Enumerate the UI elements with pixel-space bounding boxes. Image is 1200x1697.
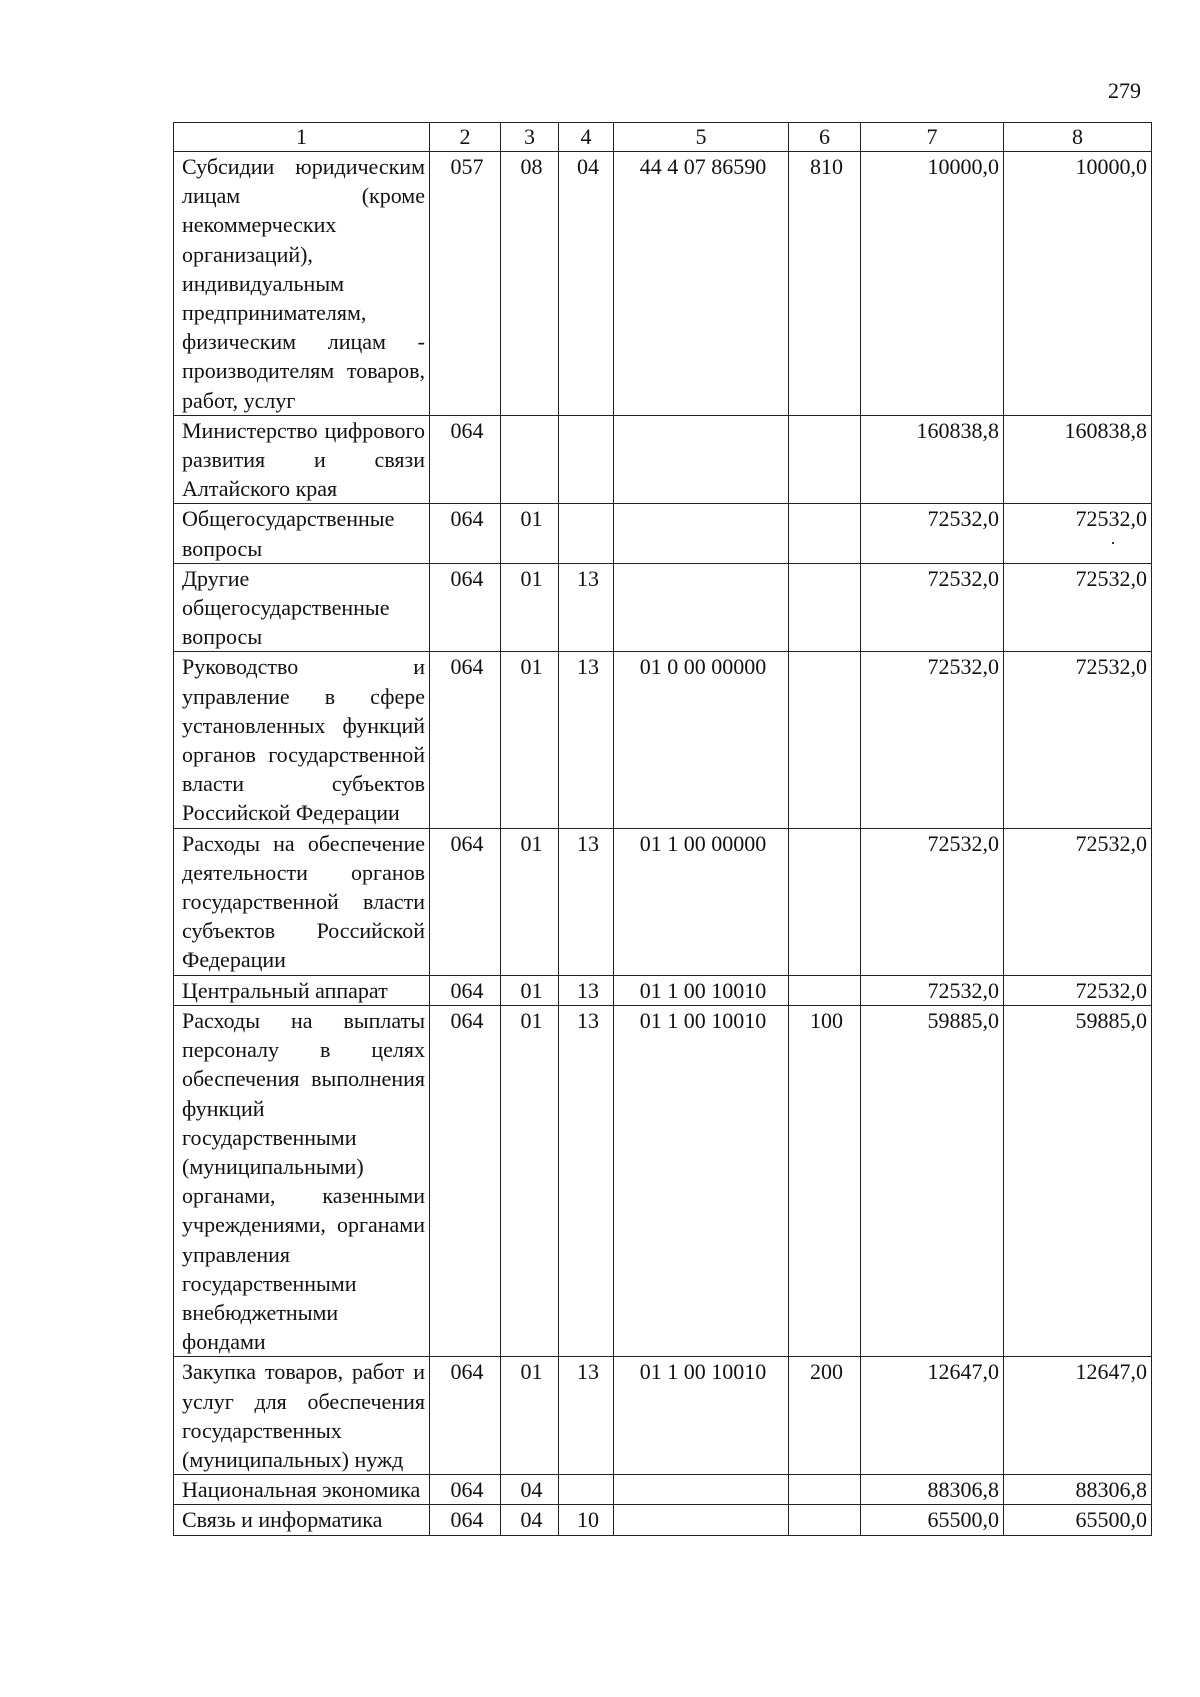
sum-year-2: 72532,0 xyxy=(1004,975,1152,1005)
sum-year-2: 12647,0 xyxy=(1004,1357,1152,1475)
target-article: 01 1 00 10010 xyxy=(614,975,789,1005)
subsection-code: 13 xyxy=(559,1357,614,1475)
expense-name: Министерство цифрового развития и связи Алтайского края xyxy=(174,415,430,504)
sum-year-1: 72532,0 xyxy=(861,504,1004,563)
expense-name: Другие общегосударственные вопросы xyxy=(174,563,430,652)
section-code: 01 xyxy=(501,1357,559,1475)
grbs-code: 064 xyxy=(430,1357,501,1475)
col-header: 5 xyxy=(614,123,789,152)
sum-year-1: 10000,0 xyxy=(861,152,1004,416)
sum-year-2: 72532,0 xyxy=(1004,504,1152,563)
expense-type xyxy=(789,563,861,652)
sum-year-1: 72532,0 xyxy=(861,975,1004,1005)
sum-year-1: 72532,0 xyxy=(861,652,1004,828)
sum-year-1: 88306,8 xyxy=(861,1475,1004,1505)
target-article: 01 1 00 10010 xyxy=(614,1357,789,1475)
expense-name: Руководство и управление в сфере установленных функций органов государственной власти субъектов Российской Федерации xyxy=(174,652,430,828)
section-code: 01 xyxy=(501,652,559,828)
expense-type xyxy=(789,1475,861,1505)
sum-year-2: 65500,0 xyxy=(1004,1505,1152,1535)
section-code xyxy=(501,415,559,504)
sum-year-1: 72532,0 xyxy=(861,563,1004,652)
section-code: 04 xyxy=(501,1475,559,1505)
expense-name: Расходы на выплаты персоналу в целях обеспечения выполнения функций государственными (муниципальными) органами, казенными учреждениями, органами управления государственными внебюджетными фондами xyxy=(174,1005,430,1356)
sum-year-2: 72532,0 xyxy=(1004,828,1152,975)
table-row xyxy=(174,652,1152,828)
col-header: 8 xyxy=(1004,123,1152,152)
target-article: 01 0 00 00000 xyxy=(614,652,789,828)
section-code: 01 xyxy=(501,1005,559,1356)
sum-year-2: 10000,0 xyxy=(1004,152,1152,416)
subsection-code: 13 xyxy=(559,652,614,828)
table-row xyxy=(174,504,1152,563)
target-article xyxy=(614,504,789,563)
sum-year-2: 72532,0 xyxy=(1004,563,1152,652)
grbs-code: 064 xyxy=(430,652,501,828)
subsection-code: 13 xyxy=(559,1005,614,1356)
table-row xyxy=(174,563,1152,652)
target-article xyxy=(614,1505,789,1535)
grbs-code: 064 xyxy=(430,828,501,975)
grbs-code: 064 xyxy=(430,563,501,652)
subsection-code: 10 xyxy=(559,1505,614,1535)
sum-year-2: 160838,8 xyxy=(1004,415,1152,504)
expense-name: Национальная экономика xyxy=(174,1475,430,1505)
subsection-code: 13 xyxy=(559,975,614,1005)
grbs-code: 064 xyxy=(430,1005,501,1356)
expense-type xyxy=(789,652,861,828)
expense-name: Закупка товаров, работ и услуг для обеспечения государственных (муниципальных) нужд xyxy=(174,1357,430,1475)
target-article xyxy=(614,415,789,504)
section-code: 04 xyxy=(501,1505,559,1535)
subsection-code: 13 xyxy=(559,563,614,652)
subsection-code xyxy=(559,1475,614,1505)
expense-type xyxy=(789,415,861,504)
grbs-code: 064 xyxy=(430,975,501,1005)
expense-name: Субсидии юридическим лицам (кроме некоммерческих организаций), индивидуальным предпринимателям, физическим лицам - производителям товаров, работ, услуг xyxy=(174,152,430,416)
section-code: 01 xyxy=(501,975,559,1005)
sum-year-1: 59885,0 xyxy=(861,1005,1004,1356)
section-code: 08 xyxy=(501,152,559,416)
sum-year-1: 65500,0 xyxy=(861,1505,1004,1535)
table-row xyxy=(174,1005,1152,1356)
subsection-code xyxy=(559,415,614,504)
section-code: 01 xyxy=(501,828,559,975)
col-header: 1 xyxy=(174,123,430,152)
grbs-code: 064 xyxy=(430,1475,501,1505)
expense-type: 200 xyxy=(789,1357,861,1475)
expense-name: Общегосударственные вопросы xyxy=(174,504,430,563)
subsection-code: 04 xyxy=(559,152,614,416)
target-article: 01 1 00 00000 xyxy=(614,828,789,975)
grbs-code: 057 xyxy=(430,152,501,416)
section-code: 01 xyxy=(501,563,559,652)
table-row xyxy=(174,1475,1152,1505)
subsection-code: 13 xyxy=(559,828,614,975)
subsection-code xyxy=(559,504,614,563)
sum-year-2: 72532,0 xyxy=(1004,652,1152,828)
target-article: 01 1 00 10010 xyxy=(614,1005,789,1356)
grbs-code: 064 xyxy=(430,1505,501,1535)
expense-type xyxy=(789,1505,861,1535)
col-header: 4 xyxy=(559,123,614,152)
target-article xyxy=(614,1475,789,1505)
expense-type: 100 xyxy=(789,1005,861,1356)
target-article: 44 4 07 86590 xyxy=(614,152,789,416)
col-header: 2 xyxy=(430,123,501,152)
expense-type xyxy=(789,504,861,563)
target-article xyxy=(614,563,789,652)
col-header: 6 xyxy=(789,123,861,152)
page-number: 279 xyxy=(1108,78,1141,103)
table-row xyxy=(174,152,1152,416)
table-row xyxy=(174,828,1152,975)
expense-type xyxy=(789,975,861,1005)
expense-name: Связь и информатика xyxy=(174,1505,430,1535)
expense-name: Расходы на обеспечение деятельности органов государственной власти субъектов Российской Федерации xyxy=(174,828,430,975)
header-row xyxy=(174,123,1152,152)
col-header: 7 xyxy=(861,123,1004,152)
grbs-code: 064 xyxy=(430,415,501,504)
scan-speck xyxy=(1112,542,1114,544)
sum-year-2: 88306,8 xyxy=(1004,1475,1152,1505)
expense-type: 810 xyxy=(789,152,861,416)
col-header: 3 xyxy=(501,123,559,152)
table-row xyxy=(174,1357,1152,1475)
table-row xyxy=(174,1505,1152,1535)
expense-name: Центральный аппарат xyxy=(174,975,430,1005)
sum-year-1: 72532,0 xyxy=(861,828,1004,975)
table-row xyxy=(174,415,1152,504)
grbs-code: 064 xyxy=(430,504,501,563)
sum-year-1: 160838,8 xyxy=(861,415,1004,504)
table-row xyxy=(174,975,1152,1005)
sum-year-2: 59885,0 xyxy=(1004,1005,1152,1356)
sum-year-1: 12647,0 xyxy=(861,1357,1004,1475)
section-code: 01 xyxy=(501,504,559,563)
expense-type xyxy=(789,828,861,975)
budget-table xyxy=(173,122,1152,1536)
